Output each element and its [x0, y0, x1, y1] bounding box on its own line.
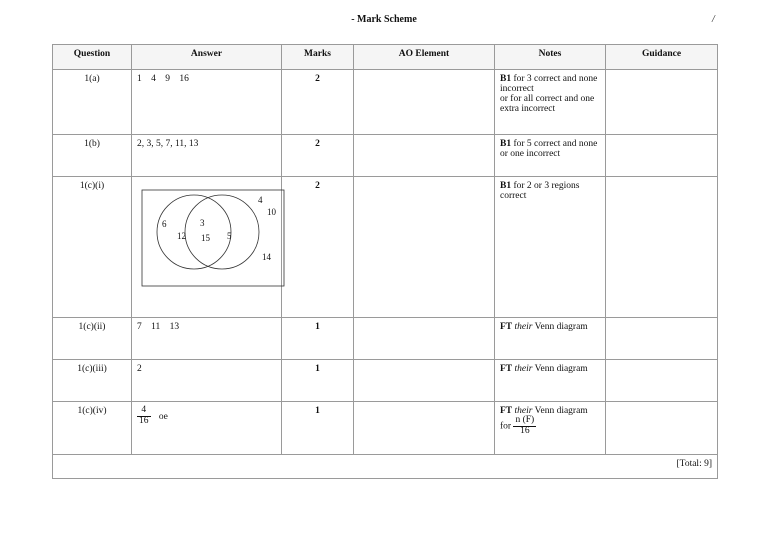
guidance-cell: [606, 402, 718, 455]
answer-cell: [132, 177, 282, 318]
column-header-question: Question: [53, 45, 132, 70]
page-number: /: [712, 14, 715, 25]
notes-text: Venn diagram: [532, 364, 588, 374]
fraction-numerator: n (F): [515, 415, 535, 425]
answer-value: 7: [137, 322, 142, 332]
column-header-notes: Notes: [495, 45, 606, 70]
question-cell: 1(c)(ii): [53, 318, 132, 360]
notes-text: or for all correct and one extra incorrect: [500, 94, 595, 114]
guidance-cell: [606, 177, 718, 318]
guidance-cell: [606, 70, 718, 135]
notes-emphasis: their: [514, 364, 533, 374]
column-header-guidance: Guidance: [606, 45, 718, 70]
notes-fraction: [513, 416, 536, 437]
question-cell: 1(a): [53, 70, 132, 135]
venn-universal-set: [142, 190, 284, 286]
answer-value: 11: [151, 322, 161, 332]
answer-cell: [132, 70, 282, 135]
answer-suffix: oe: [158, 411, 168, 422]
venn-value: 6: [162, 219, 167, 229]
ao-element-cell: [354, 318, 495, 360]
notes-emphasis: their: [514, 322, 533, 332]
mark-scheme-table: [52, 44, 718, 479]
table-row: [53, 135, 718, 177]
question-cell: 1(c)(iv): [53, 402, 132, 455]
notes-cell: [495, 318, 606, 360]
table-row: [53, 402, 718, 455]
notes-text: for 5 correct and none or one incorrect: [500, 139, 598, 159]
marks-cell: 2: [282, 177, 354, 318]
answer-cell: [132, 402, 282, 455]
venn-right-circle: [185, 195, 259, 269]
venn-value: 12: [177, 231, 186, 241]
notes-emphasis: their: [514, 406, 533, 416]
notes-code: FT: [500, 322, 513, 332]
column-header-ao-element: AO Element: [354, 45, 495, 70]
answer-cell: 2, 3, 5, 7, 11, 13: [132, 135, 282, 177]
table-row: [53, 318, 718, 360]
marks-cell: 2: [282, 135, 354, 177]
notes-text: Venn diagram: [532, 322, 588, 332]
table-row: [53, 360, 718, 402]
venn-value: 5: [227, 231, 232, 241]
notes-cell: [495, 177, 606, 318]
venn-left-circle: [157, 195, 231, 269]
notes-code: FT: [500, 364, 513, 374]
venn-value: 10: [267, 207, 276, 217]
answer-cell: 2: [132, 360, 282, 402]
answer-value: 13: [169, 322, 180, 332]
answer-value: 9: [165, 74, 170, 84]
total-row: [53, 455, 718, 479]
question-cell: 1(b): [53, 135, 132, 177]
answer-value: 16: [179, 74, 189, 84]
column-header-answer: Answer: [132, 45, 282, 70]
total-marks: [Total: 9]: [53, 455, 718, 479]
table-row: [53, 177, 718, 318]
marks-cell: 1: [282, 402, 354, 455]
notes-text: for 2 or 3 regions correct: [500, 181, 580, 201]
answer-value: 1: [137, 74, 142, 84]
ao-element-cell: [354, 360, 495, 402]
venn-value: 3: [200, 218, 205, 228]
answer-value: 4: [151, 74, 156, 84]
notes-cell: [495, 135, 606, 177]
marks-cell: 2: [282, 70, 354, 135]
ao-element-cell: [354, 177, 495, 318]
venn-value: 14: [262, 252, 271, 262]
notes-text: Venn diagram: [532, 406, 588, 416]
ao-element-cell: [354, 70, 495, 135]
marks-cell: 1: [282, 360, 354, 402]
notes-code: FT: [500, 406, 513, 416]
ao-element-cell: [354, 135, 495, 177]
ao-element-cell: [354, 402, 495, 455]
notes-cell: [495, 70, 606, 135]
notes-for: for: [500, 421, 512, 432]
answer-cell: [132, 318, 282, 360]
fraction-denominator: 16: [513, 426, 536, 437]
guidance-cell: [606, 135, 718, 177]
venn-value: 15: [201, 233, 210, 243]
notes-code: B1: [500, 139, 512, 149]
question-cell: 1(c)(i): [53, 177, 132, 318]
column-header-marks: Marks: [282, 45, 354, 70]
answer-fraction: [137, 406, 151, 427]
page-title: - Mark Scheme: [351, 14, 417, 25]
table-header-row: [53, 45, 718, 70]
question-cell: 1(c)(iii): [53, 360, 132, 402]
guidance-cell: [606, 318, 718, 360]
table-row: [53, 70, 718, 135]
notes-cell: [495, 402, 606, 455]
marks-cell: 1: [282, 318, 354, 360]
notes-code: B1: [500, 74, 512, 84]
fraction-numerator: 4: [141, 405, 147, 415]
venn-diagram: [141, 189, 285, 287]
guidance-cell: [606, 360, 718, 402]
fraction-denominator: 16: [139, 415, 149, 426]
venn-value: 4: [258, 195, 263, 205]
notes-text: for 3 correct and none incorrect: [500, 74, 598, 94]
notes-code: B1: [500, 181, 512, 191]
notes-cell: [495, 360, 606, 402]
